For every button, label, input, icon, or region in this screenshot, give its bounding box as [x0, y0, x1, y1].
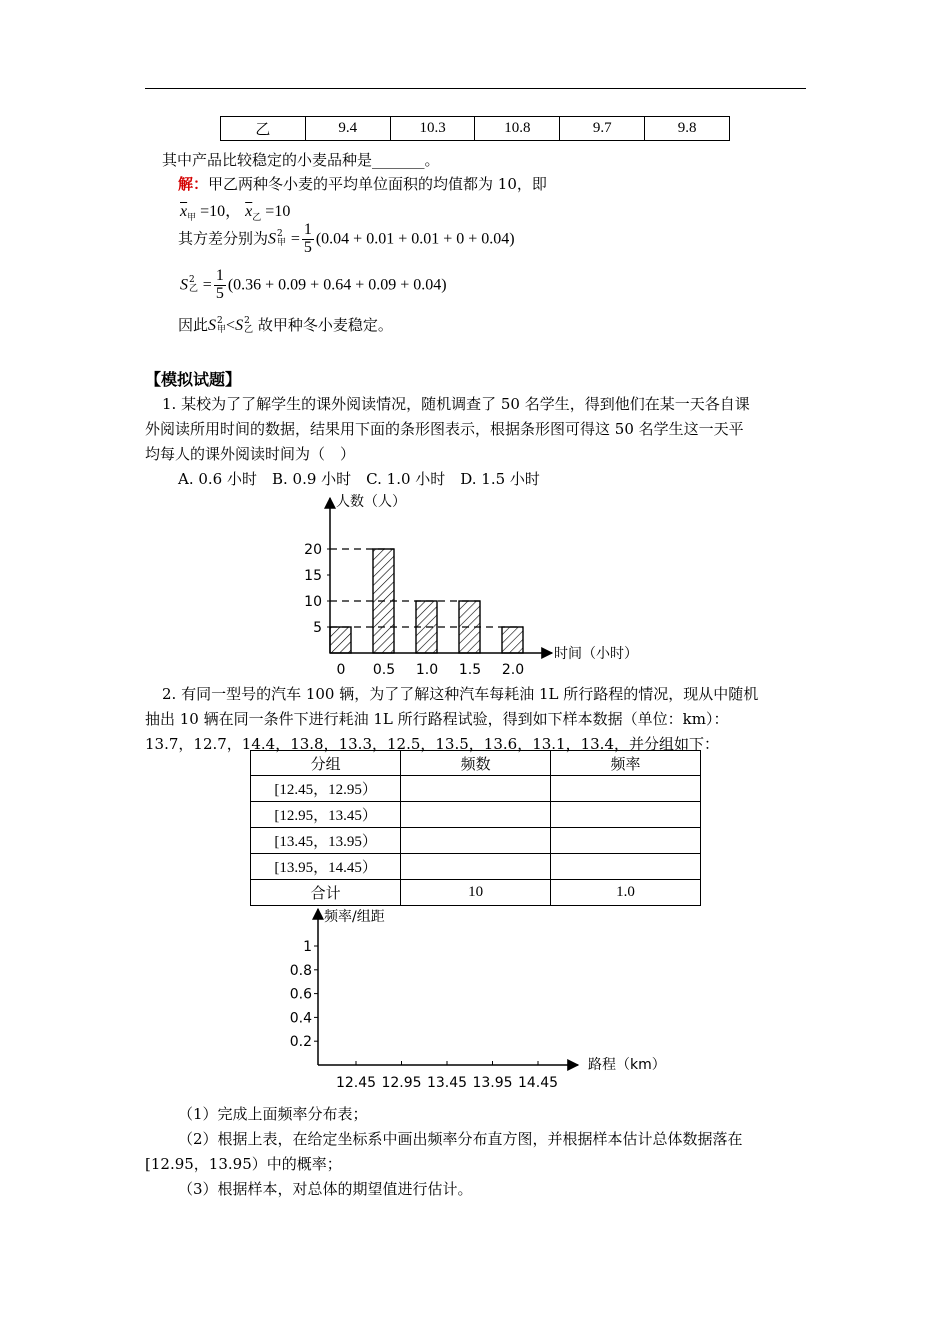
column-header: 频数 [401, 751, 551, 776]
reading-time-chart [290, 490, 660, 680]
table-cell [401, 802, 551, 828]
variance-jia-line: 其方差分别为S 2 甲 = $\frac{1}{5}$ (0.04 + 0.01 + 0.01 + 0 + 0.04) [178, 221, 515, 256]
y-tick-label: 20 [304, 542, 322, 558]
sub-jia: 甲 [187, 212, 197, 223]
x-tick-label: 12.45 [335, 1075, 377, 1091]
bar [502, 627, 523, 653]
bar [330, 627, 351, 653]
table-cell [401, 854, 551, 880]
sub-yi: 乙 [252, 212, 262, 223]
q1-options: A. 0.6 小时 B. 0.9 小时 C. 1.0 小时 D. 1.5 小时 [178, 470, 540, 488]
sub-question-1: （1）完成上面频率分布表； [178, 1105, 368, 1123]
conclusion-post: 故甲种冬小麦稳定。 [257, 316, 393, 334]
y-tick-label: 0.2 [289, 1034, 312, 1051]
y-tick-label: 5 [313, 620, 322, 636]
table-cell [551, 854, 701, 880]
yield-table [220, 116, 730, 141]
x-tick-label: 13.95 [472, 1075, 513, 1091]
table-cell [551, 828, 701, 854]
conclusion-pre: 因此 [178, 316, 209, 334]
q2-line2: 抽出 10 辆在同一条件下进行耗油 1L 所行路程试验，得到如下样本数据（单位：km）： [145, 710, 729, 728]
table-cell: 9.7 [560, 117, 645, 141]
x-tick-label: 1.5 [458, 662, 482, 678]
table-header-row [251, 751, 701, 776]
y-tick-label: 0.8 [289, 962, 312, 979]
y-tick-label: 0.6 [289, 986, 312, 1003]
x-tick-label: 0.5 [372, 662, 396, 678]
x-axis-label: 时间（小时） [554, 646, 638, 662]
table-cell: [12.45，12.95） [251, 776, 401, 802]
variance-intro: 其方差分别为 [178, 229, 269, 248]
conclusion-line: 因此S 2 甲 <S 2 乙 故甲种冬小麦稳定。 [178, 316, 393, 335]
y-tick-label: 0.4 [289, 1010, 312, 1027]
sub-yi-3: 乙 [244, 325, 254, 335]
x-axis-label: 路程（km） [588, 1057, 666, 1073]
table-cell [401, 828, 551, 854]
q1-line3: 均每人的课外阅读时间为（ ） [145, 445, 356, 463]
x-tick-label: 12.95 [381, 1075, 422, 1091]
mean-eq-2: =10 [265, 203, 291, 220]
x-tick-label: 13.45 [426, 1075, 468, 1091]
q2-line3: 13.7，12.7，14.4，13.8，13.3，12.5，13.5，13.6，13.1，13.4，并分组如下： [145, 735, 719, 753]
table-cell: 1.0 [551, 880, 701, 906]
sub-jia-3: 甲 [217, 325, 227, 335]
solution-label: 解： [178, 175, 209, 193]
column-header: 分组 [251, 751, 401, 776]
table-cell [551, 776, 701, 802]
sub-question-2b: [12.95，13.95）中的概率； [145, 1155, 342, 1173]
variance-yi-line: S 2 乙 = $\frac{1}{5}$ (0.36 + 0.09 + 0.64 + 0.09 + 0.04) [180, 267, 447, 302]
x-tick-label: 1.0 [415, 662, 439, 678]
table-row [251, 854, 701, 880]
table-cell: 合计 [251, 880, 401, 906]
q1-line2: 外阅读所用时间的数据，结果用下面的条形图表示，根据条形图可得这 50 名学生这一天平 [145, 420, 744, 438]
q2-line1: 2. 有同一型号的汽车 100 辆，为了了解这种汽车每耗油 1L 所行路程的情况，现从中随机 [162, 685, 759, 703]
table-cell: 乙 [221, 117, 306, 141]
table-cell [401, 776, 551, 802]
table-cell: [13.45，13.95） [251, 828, 401, 854]
table-row [221, 117, 730, 141]
y-tick-label: 15 [304, 568, 322, 584]
table-cell: [13.95，14.45） [251, 854, 401, 880]
table-cell: 10 [401, 880, 551, 906]
solution-line [178, 173, 547, 194]
x-tick-label: 14.45 [517, 1075, 559, 1091]
frequency-histogram-axes [280, 903, 680, 1093]
means-line: $\overline{x}_甲 =10$， $\overline{x}_乙 =10$ [180, 203, 291, 223]
sub-jia-2: 甲 [277, 238, 287, 249]
frac-den-2: 5 [215, 284, 224, 302]
y-axis-label: 频率/组距 [324, 909, 385, 925]
frequency-table [250, 750, 701, 906]
variance-yi-expr: (0.36 + 0.09 + 0.64 + 0.09 + 0.04) [227, 276, 447, 294]
question-line: 其中产品比较稳定的小麦品种是_______。 [162, 151, 440, 169]
table-cell: 9.8 [645, 117, 730, 141]
column-header: 频率 [551, 751, 701, 776]
solution-text: 甲乙两种冬小麦的平均单位面积的均值都为 10，即 [208, 175, 547, 193]
sub-question-2a: （2）根据上表，在给定坐标系中画出频率分布直方图，并根据样本估计总体数据落在 [178, 1130, 743, 1148]
y-axis-label: 人数（人） [336, 494, 406, 510]
x-tick-label: 0 [336, 662, 346, 678]
table-row [251, 828, 701, 854]
table-cell: [12.95，13.45） [251, 802, 401, 828]
frac-den: 5 [303, 238, 312, 256]
y-tick-label: 10 [304, 594, 322, 610]
header-rule [145, 88, 806, 89]
table-cell: 10.8 [475, 117, 560, 141]
sub-yi-2: 乙 [189, 284, 199, 295]
x-tick-label: 2.0 [501, 662, 525, 678]
table-row-total [251, 880, 701, 906]
sub-question-3: （3）根据样本，对总体的期望值进行估计。 [178, 1180, 473, 1198]
table-row [251, 776, 701, 802]
frac-num-2: 1 [215, 267, 224, 284]
table-cell [551, 802, 701, 828]
mean-eq: =10 [200, 203, 226, 220]
table-row [251, 802, 701, 828]
section-title: 【模拟试题】 [145, 370, 242, 389]
y-tick-label: 1 [303, 939, 312, 955]
frac-num: 1 [303, 221, 312, 238]
variance-jia-expr: (0.04 + 0.01 + 0.01 + 0 + 0.04) [315, 230, 515, 248]
q1-line1: 1. 某校为了了解学生的课外阅读情况，随机调查了 50 名学生，得到他们在某一天各自课 [162, 395, 750, 413]
table-cell: 10.3 [390, 117, 475, 141]
table-cell: 9.4 [305, 117, 390, 141]
